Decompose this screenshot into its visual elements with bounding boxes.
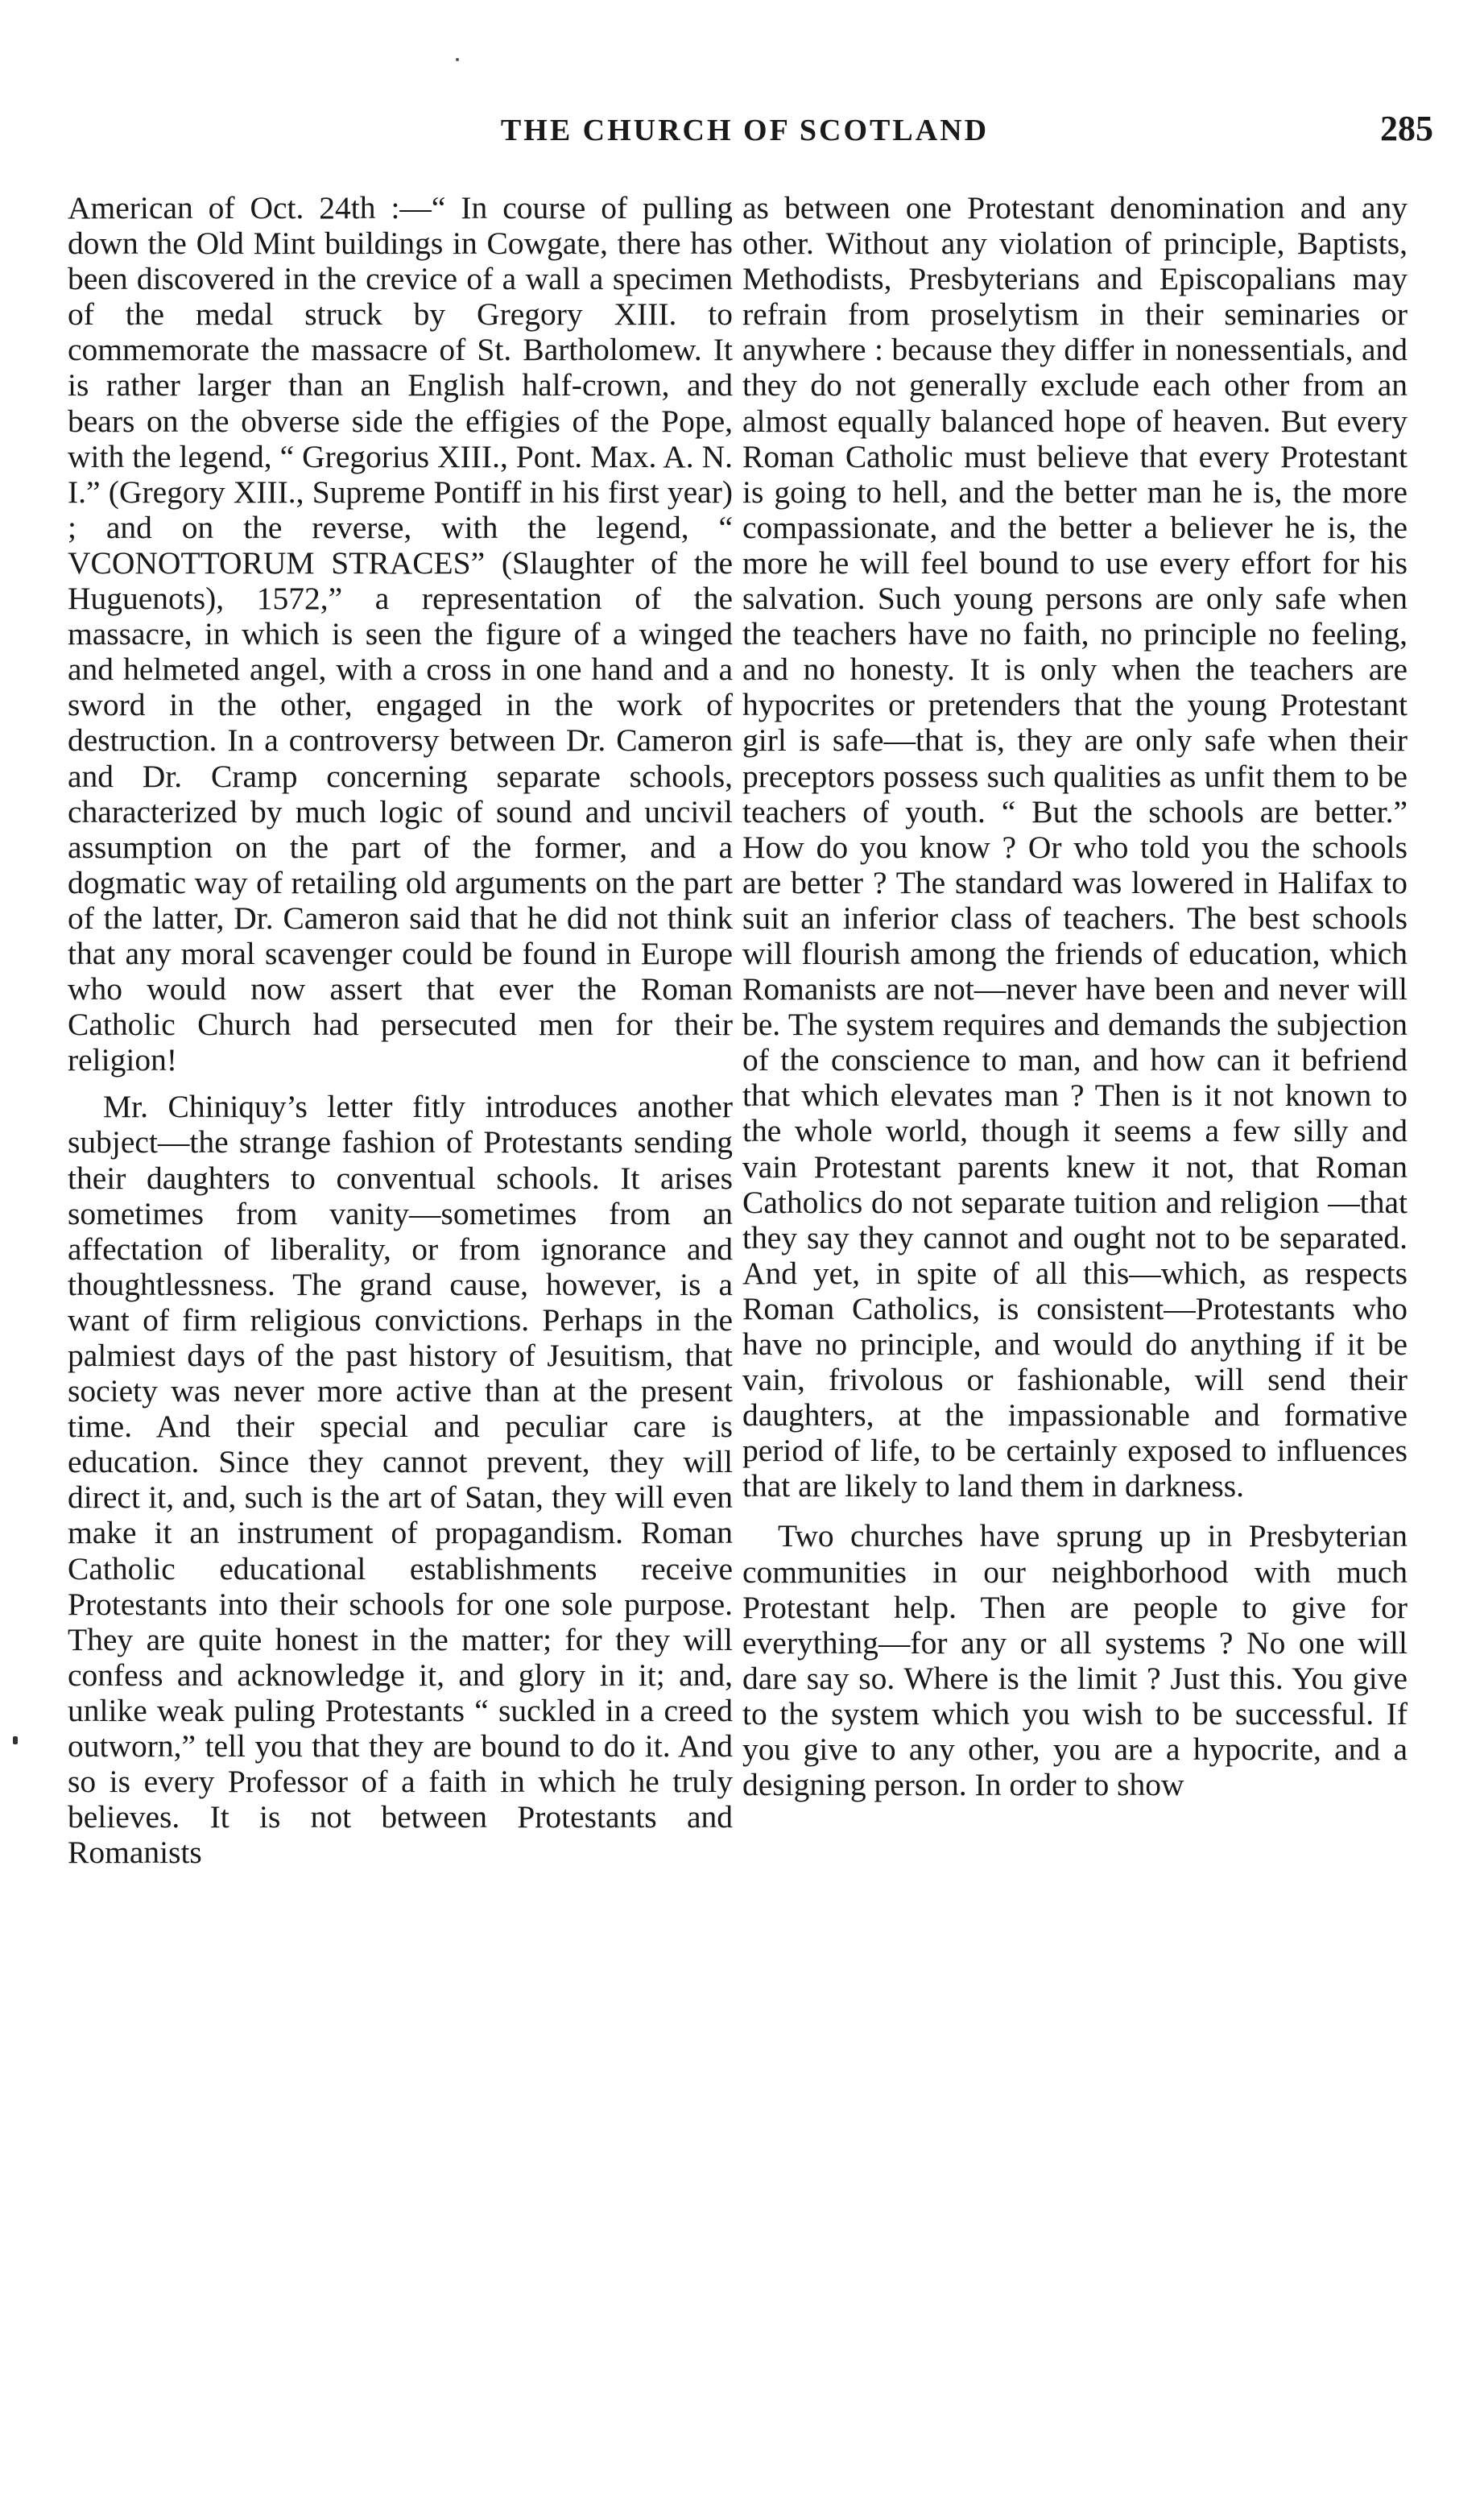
right-column (742, 190, 1408, 1802)
page-number: 285 (1380, 109, 1433, 148)
paragraph: American of Oct. 24th :—“ In course of pulling down the Old Mint buildings in Cowgate, there has been discovered in the crevice of a wall a specimen of the medal struck by Gregory XIII. to commemorate the massacre of St. Bartholomew. It is rather larger than an English half-crown, and bears on the obverse side the effigies of the Pope, with the legend, “ Gregorius XIII., Pont. Max. A. N. I.” (Gregory XIII., Supreme Pontiff in his first year) ; and on the reverse, with the legend, “ VCONOTTORUM STRACES” (Slaughter of the Huguenots), 1572,” a representation of the massacre, in which is seen the figure of a winged and helmeted angel, with a cross in one hand and a sword in the other, engaged in the work of destruction. In a controversy between Dr. Cameron and Dr. Cramp concerning separate schools, characterized by much logic of sound and uncivil assumption on the part of the former, and a dogmatic way of retailing old arguments on the part of the latter, Dr. Cameron said that he did not think that any moral scavenger could be found in Europe who would now assert that ever the Roman Catholic Church had persecuted men for their religion! (68, 190, 733, 1078)
paragraph: as between one Protestant denomination and any other. Without any violation of principle, Baptists, Methodists, Presbyterians and Episcopalians may refrain from proselytism in their seminaries or anywhere : because they differ in nonessentials, and they do not generally exclude each other from an almost equally balanced hope of heaven. But every Roman Catholic must believe that every Protestant is going to hell, and the better man he is, the more compassionate, and the better a believer he is, the more he will feel bound to use every effort for his salvation. Such young persons are only safe when the teachers have no faith, no principle no feeling, and no honesty. It is only when the teachers are hypocrites or pretenders that the young Protestant girl is safe—that is, they are only safe when their preceptors possess such qualities as unfit them to be teachers of youth. “ But the schools are better.” How do you know ? Or who told you the schools are better ? The standard was lowered in Halifax to suit an inferior class of teachers. The best schools will flourish among the friends of education, which Romanists are not—never have been and never will be. The system requires and demands the subjection of the conscience to man, and how can it befriend that which elevates man ? Then is it not known to the whole world, though it seems a few silly and vain Protestant parents knew it not, that Roman Catholics do not separate tuition and religion —that they say they cannot and ought not to be separated. And yet, in spite of all this—which, as respects Roman Catholics, is consistent—Protestants who have no principle, and would do anything if it be vain, frivolous or fashionable, will send their daughters, at the impassionable and formative period of life, to be certainly exposed to influences that are likely to land them in darkness. (742, 190, 1408, 1504)
running-title: THE CHURCH OF SCOTLAND (500, 114, 990, 147)
margin-mark (13, 1736, 18, 1744)
paragraph: Mr. Chiniquy’s letter fitly introduces another subject—the strange fashion of Protestants sending their daughters to conventual schools. It arises sometimes from vanity—sometimes from an affectation of liberality, or from ignorance and thoughtlessness. The grand cause, however, is a want of firm religious convictions. Perhaps in the palmiest days of the past history of Jesuitism, that society was never more active than at the present time. And their special and peculiar care is education. Since they cannot prevent, they will direct it, and, such is the art of Satan, they will even make it an instrument of propagandism. Roman Catholic educational establishments receive Protestants into their schools for one sole purpose. They are quite honest in the matter; for they will confess and acknowledge it, and glory in it; and, unlike weak puling Protestants “ suckled in a creed outworn,” tell you that they are bound to do it. And so is every Professor of a faith in which he truly believes. It is not between Protestants and Romanists (68, 1089, 733, 1871)
paper-speck (456, 58, 459, 61)
paragraph: Two churches have sprung up in Presbyterian communities in our neighborhood with much Protestant help. Then are people to give for everything—for any or all systems ? No one will dare say so. Where is the limit ? Just this. You give to the system which you wish to be successful. If you give to any other, you are a hypocrite, and a designing person. In order to show (742, 1518, 1408, 1803)
left-column (68, 190, 733, 1870)
page-header (56, 109, 1433, 161)
